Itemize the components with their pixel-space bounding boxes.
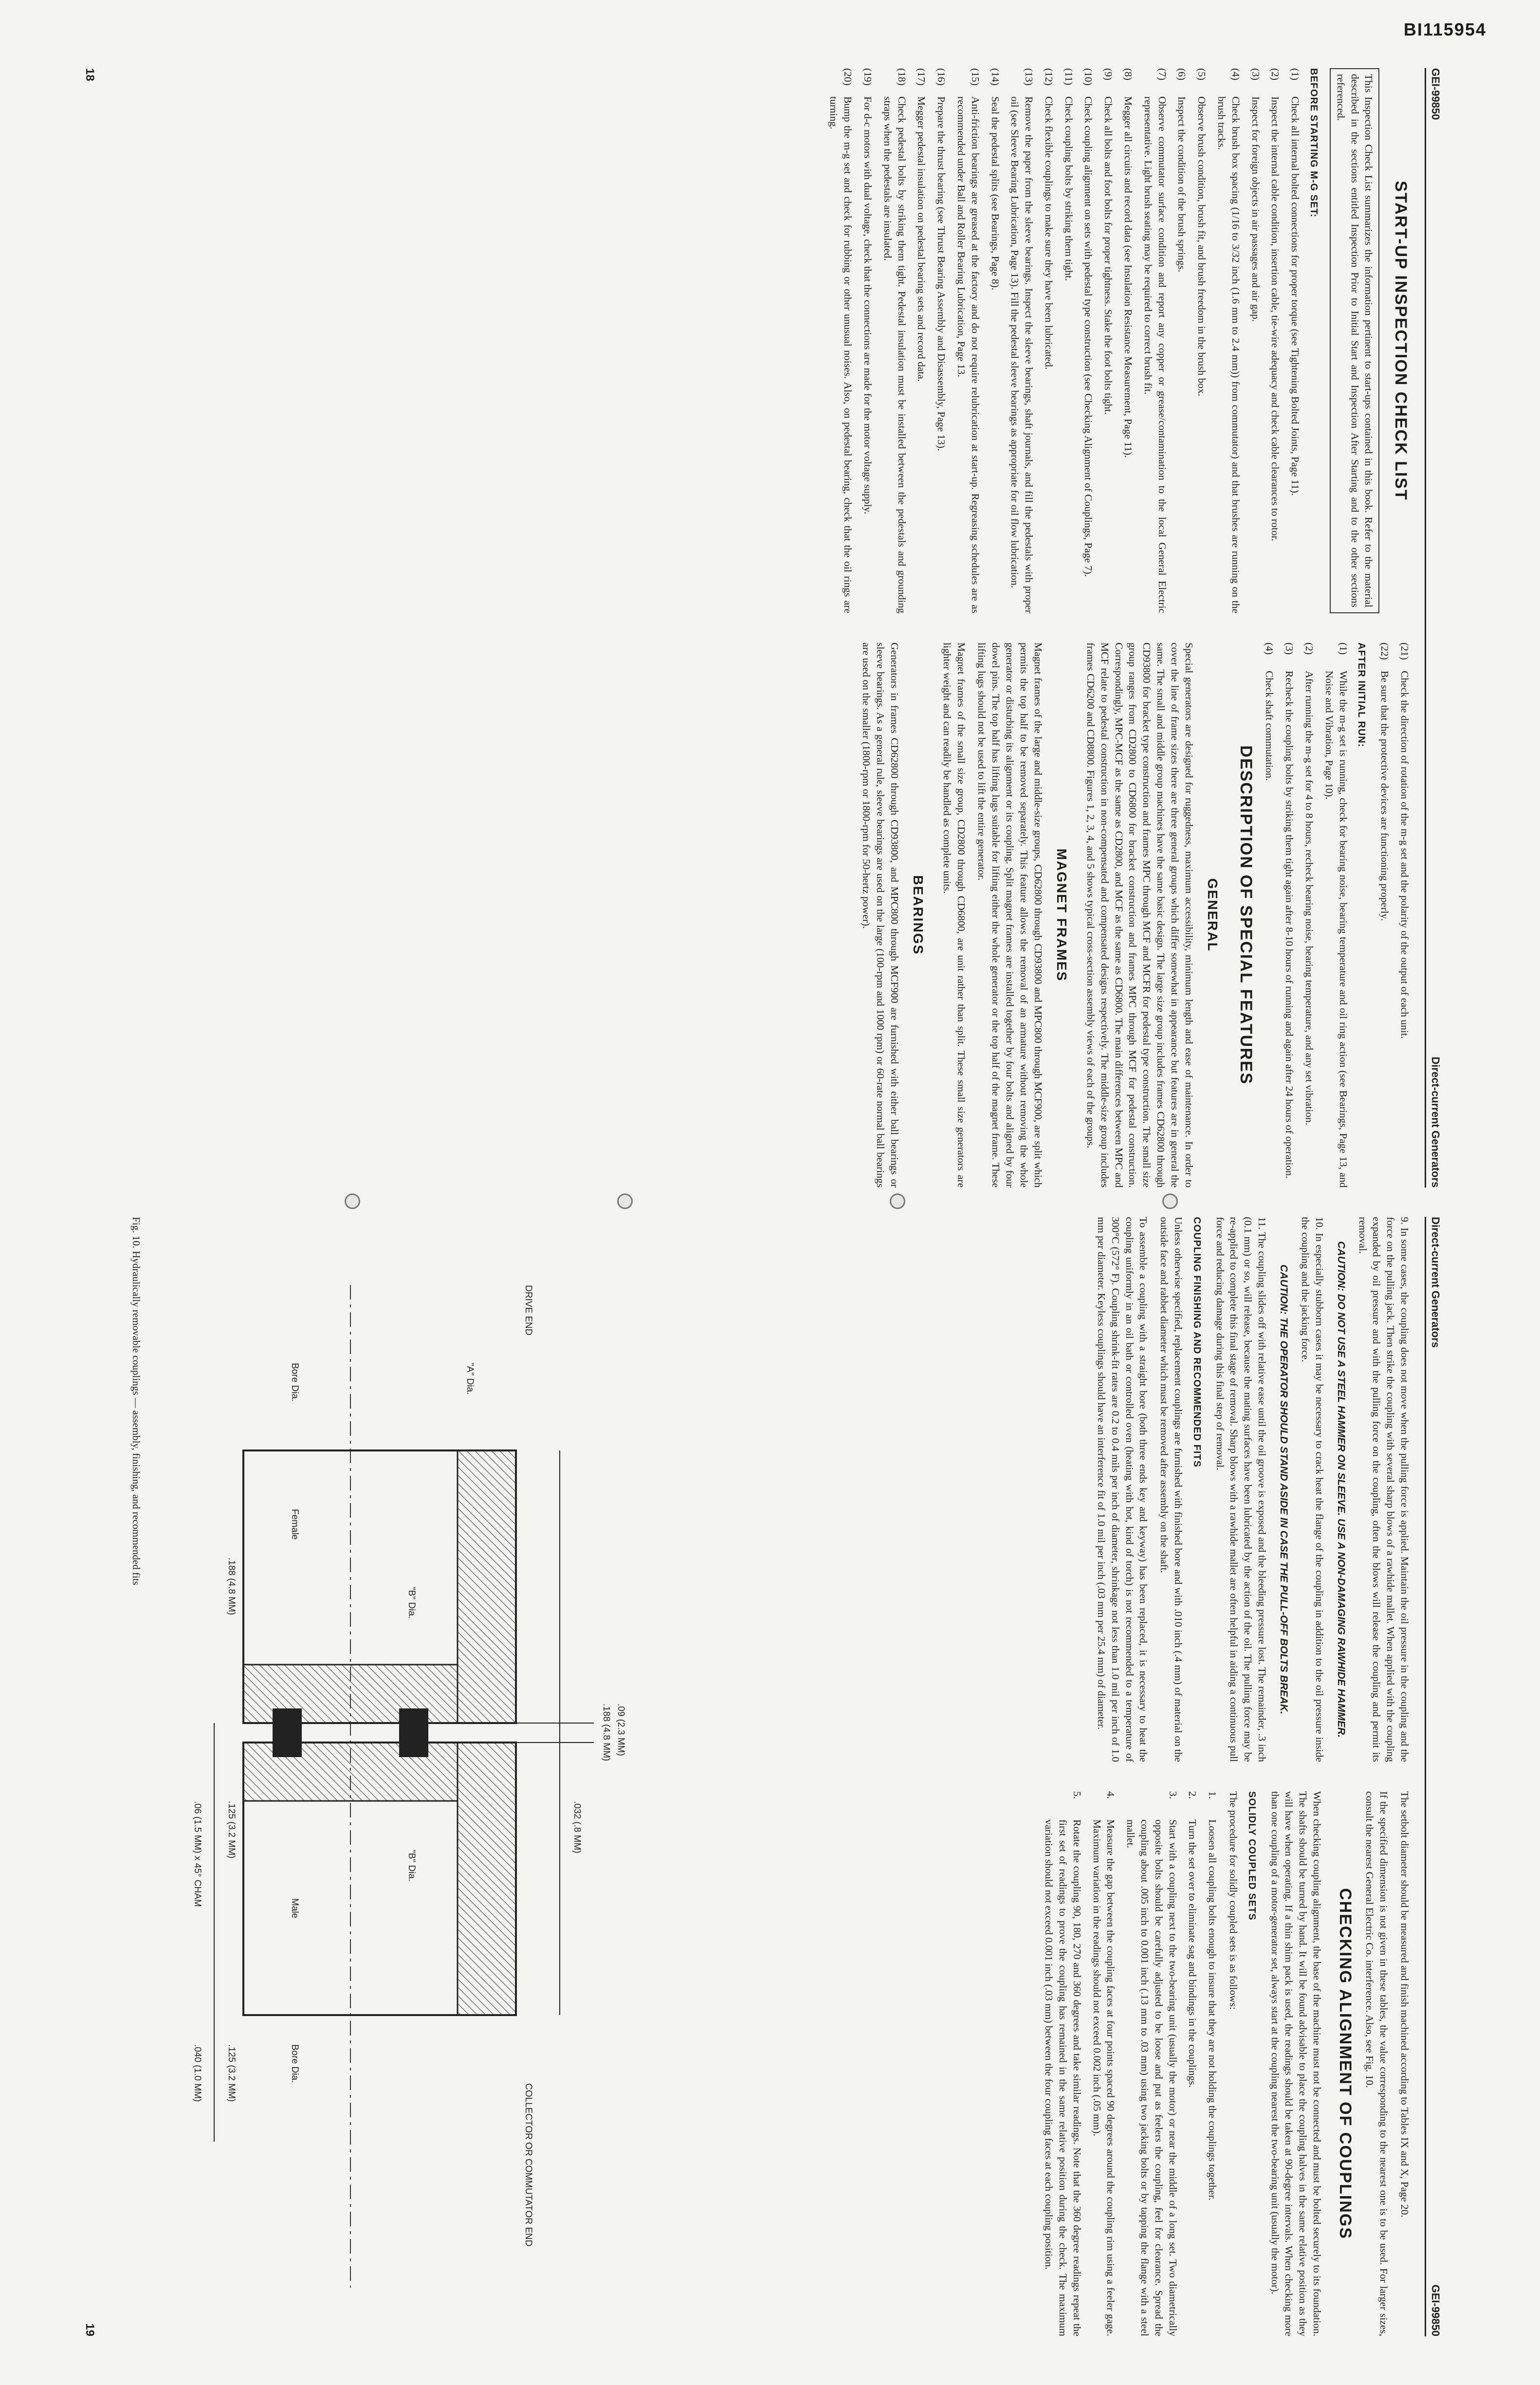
running-head-title: Direct-current Generators — [1430, 1217, 1442, 1348]
figure-caption: Fig. 10. Hydraulically removable couplings — assembly, finishing, and recommended fits — [130, 1217, 142, 1585]
running-head-code: GEI-99850 — [1430, 2284, 1442, 2336]
dimension-label: .125 (3.2 MM) — [226, 1801, 237, 1859]
list-item — [988, 68, 1002, 613]
magnet-frames-paragraph: Magnet frames of the large and middle-size groups, CD62800 through CD93800 and MPC800 through MCF900, are split which permits the top half to be removed separately. This feature allows the removal of an armature without removing the whole generator or disturbing its alignment or its coupling. Split magnet frames are installed together by four bolts and aligned by four dowel pins. The top half has lifting lugs suitable for lifting either the whole generator or the top half of the magnet frame. These lifting lugs should not be used to lift the entire generator. — [976, 642, 1044, 1188]
list-item — [1302, 642, 1316, 1188]
b-dia-label: "B" Dia. — [406, 1587, 417, 1619]
coupling-removal-step-11: 11. The coupling slides off with relative ease until the oil groove is exposed and the bleeding pressure lost. The remainder, .3 inch (0.1 mm) or so, will release, because the mating surfaces have been lubricated by the action of the oil. The pulling force may be re-applied to complete this final stage of removal. Sharp blows with a rawhide mallet are often helpful in aiding a continuous pull force and reducing damage during this final step of removal. — [1214, 1217, 1268, 1762]
document-code: BI115954 — [1403, 19, 1486, 39]
list-item — [880, 68, 909, 613]
item-text: Check coupling bolts by striking them tight. — [1063, 96, 1075, 281]
item-text: Bump the m-g set and check for rubbing or other unusual noises. Also, on pedestal bearing, check that the oil rings are turning. — [828, 96, 854, 613]
item-text: Anti-friction bearings are greased at the factory and do not require relubrication at start-up. Regreasing schedules are as recommended under Ball and Roller Bearing Lubrication, Page 13. — [955, 96, 981, 613]
item-text: Check brush box spacing (1/16 to 3/32 inch (1.6 mm to 2.4 mm)) from commutator) and that brushes are running on the brush tracks. — [1216, 96, 1242, 613]
item-text: Check all internal bolted connections for proper torque (see Tightening Bolted Joints, Page 11). — [1289, 96, 1302, 496]
page-19 — [78, 1217, 1450, 2336]
running-head — [1425, 68, 1450, 1188]
item-text: Inspect the condition of the brush springs. — [1176, 96, 1188, 273]
item-text: Megger all circuits and record data (see Insulation Resistance Measurement, Page 11). — [1122, 96, 1135, 458]
list-item — [861, 68, 875, 613]
item-text: Check all bolts and foot bolts for proper tightness. Stake the foot bolts tight. — [1102, 96, 1115, 415]
list-item — [1268, 68, 1283, 613]
binding-hole — [890, 1193, 905, 1209]
bearings-paragraph: Generators in frames CD62800 through CD93800, and MPC800 through MCF900 are furnished with either ball bearings or sleeve bearings. As a general rule, sleeve bearings are used on the large (100-rpm and 1000 rpm) or 60-rate normal ball bearings are used on the smaller (1800-rpm or 1800-rpm for 50-hertz power). — [860, 642, 900, 1188]
page-18-columns — [117, 68, 1412, 1188]
dimension-label: .188 (4.8 MM) — [601, 1704, 611, 1761]
item-number: (16) — [935, 68, 948, 86]
item-number: (4) — [1229, 68, 1242, 81]
drive-end-label: DRIVE END — [523, 1285, 533, 1336]
list-item — [1288, 68, 1302, 613]
item-number: (10) — [1082, 68, 1095, 86]
list-item — [1377, 642, 1392, 1188]
item-number: (3) — [1249, 68, 1262, 81]
solidly-coupled-heading: SOLIDLY COUPLED SETS — [1246, 1791, 1257, 1921]
item-number: (3) — [1283, 642, 1296, 655]
item-number: (6) — [1176, 68, 1188, 81]
solidly-coupled-intro: The procedure for solidly coupled sets is as follows: — [1228, 1791, 1240, 2010]
running-head — [1425, 1217, 1450, 2336]
caution-note: CAUTION: DO NOT USE A STEEL HAMMER ON SLEEVE. USE A NON-DAMAGING RAWHIDE HAMMER. — [1335, 1241, 1347, 1738]
coupling-fits-heading: COUPLING FINISHING AND RECOMMENDED FITS — [1191, 1217, 1202, 1468]
list-item — [1248, 68, 1263, 613]
alignment-title: CHECKING ALIGNMENT OF COUPLINGS — [1336, 1888, 1355, 2239]
list-item — [827, 68, 855, 613]
item-number: (19) — [862, 68, 874, 86]
list-item — [1042, 68, 1056, 613]
coupling-bolt — [399, 1708, 428, 1757]
item-number: (5) — [1196, 68, 1208, 81]
item-number: (13) — [1023, 68, 1035, 86]
a-dia-label: "A" Dia. — [465, 1363, 475, 1395]
coupling-diagram — [146, 1217, 720, 2336]
item-text: Measure the gap between the coupling faces at four points spaced 90 degrees around the coupling rim using a feeler gage. Maximum variation in the readings should not exceed 0.002 inch (.05 mm). — [1091, 1819, 1117, 2336]
general-paragraph: Special generators are designed for ruggedness, maximum accessibility, minimum length and ease of maintenance. In order to cover the line of frame sizes there are three general groups which differ somewhat in appearance but features are in general the same. The small and middle group machines have the same basic design. The large size group includes frames CD62800 through CD93800 for bracket type construction and frames MPC through MCF and MCFR for pedestal type construction. The small size group ranges from CD2800 to CD6800 for bracket construction and frames MPC through MCF for pedestal construction. Correspondingly, MPC-MCF as the same as CD2800, and MCF as the same as CD6800. The main differences between MPC and MCF relate to pedestal construction in non-compensated and compensated designs respectively. The middle-size group includes frames CD6200 and CD8800. Figures 1, 2, 3, 4, and 5 shows typical cross-section assembly views of each of the groups. — [1084, 642, 1195, 1188]
list-item — [1008, 68, 1036, 613]
coupling-bolt — [273, 1708, 302, 1757]
item-number: 4. — [1105, 1791, 1117, 1799]
coupling-removal-step-9: 9. In some cases, the coupling does not move when the pulling force is applied. Maintain the oil pressure in the coupling and the force on the pulling jack. Then strike the coupling with several sharp blows of a rawhide mallet. When applied with the coupling expanded by oil pressure and with the pulling force on the coupling, often the blows will release the coupling and permit its removal. — [1357, 1217, 1411, 1762]
male-label: Male — [290, 1898, 300, 1919]
list-item — [915, 68, 929, 613]
female-label: Female — [290, 1509, 300, 1540]
dimension-label: .125 (3.2 MM) — [226, 2044, 237, 2102]
list-item — [1124, 1791, 1180, 2336]
collector-end-label: COLLECTOR OR COMMUTATOR END — [523, 2083, 533, 2247]
item-text: Check the direction of rotation of the m-g set and the polarity of the output of each unit. — [1399, 671, 1411, 1039]
list-item — [1121, 68, 1135, 613]
item-number: (7) — [1156, 68, 1168, 81]
caution-note: CAUTION: THE OPERATOR SHOULD STAND ASIDE IN CASE THE PULL-OFF BOLTS BREAK. — [1278, 1265, 1290, 1714]
before-starting-list-continued — [1377, 642, 1412, 1188]
item-text: Check coupling alignment on sets with pedestal type construction (see Checking Alignment of Couplings, Page 7). — [1082, 96, 1095, 577]
item-text: Check flexible couplings to make sure they have been lubricated. — [1043, 96, 1055, 370]
alignment-paragraph: When checking coupling alignment, the base of the machine must not be connected and must be bolted securely to its foundation. The shafts should be turned by hand. It will be found advisable to place the coupling halves in the same relative position as they will have when operating. If a thin shim pack is used, the readings should be taken at 90-degree intervals. When checking more than one coupling of a motor-generator set, always start at the coupling nearest the two-bearing unit (usually the motor). — [1269, 1791, 1323, 2336]
item-number: (2) — [1303, 642, 1316, 655]
coupling-fits-paragraph-2: To assemble a coupling with a straight bore (both three ends key and keyway) has been replaced, it is necessary to heat the coupling uniformly in an oil bath or controlled oven (heating with hot, kind of torch) is not recommended to a temperature of 300°C (572° F). Coupling shrink-fit rates are 0.2 to 0.4 mils per inch of diameter, shrinkage not less than 1.0 mil per inch of 1.0 mm per diameter. Keyless couplings should have an interference fit of 1.0 mil per inch (.03 mm per 25.4 mm) of diameter. — [1096, 1217, 1150, 1762]
binding-holes — [78, 1183, 1450, 1217]
item-number: 3. — [1167, 1791, 1179, 1799]
item-number: (14) — [989, 68, 1001, 86]
item-text: Prepare the thrust bearing (see Thrust Bearing Assembly and Disassembly, Page 13). — [935, 96, 948, 451]
item-number: (15) — [969, 68, 981, 86]
running-head-code: GEI-99850 — [1430, 68, 1442, 120]
list-item — [954, 68, 982, 613]
running-head-title: Direct-current Generators — [1430, 1057, 1442, 1188]
item-number: (1) — [1337, 642, 1349, 655]
item-number: (4) — [1264, 642, 1276, 655]
after-initial-run-list — [1263, 642, 1350, 1188]
item-text: Observe brush condition, brush fit, and brush freedom in the brush box. — [1196, 96, 1208, 397]
item-number: 1. — [1207, 1791, 1219, 1799]
item-number: (18) — [896, 68, 908, 86]
b-dia-label-2: "B" Dia. — [406, 1850, 417, 1882]
item-text: Loosen all coupling bolts enough to insure that they are not holding the couplings together. — [1207, 1819, 1219, 2201]
item-text: For d-c motors with dual voltage, check that the connections are made for the motor voltage supply. — [862, 96, 874, 514]
list-item — [1205, 1791, 1219, 2336]
list-item — [1042, 1791, 1084, 2336]
item-text: Recheck the coupling bolts by striking them tight again after 8-10 hours of running and again after 24 hours of operation. — [1283, 671, 1296, 1179]
list-item — [1194, 68, 1209, 613]
item-text: Rotate the coupling 90, 180, 270 and 360 degrees and take similar readings. Note that the 360 degree readings repeat the first set of readings to prove the coupling has remained in the same relative position during the check. The maximum variation should not exceed 0.001 inch (.03 mm) between the four coupling faces at each coupling position. — [1043, 1819, 1083, 2336]
list-item — [1186, 1791, 1200, 2336]
general-heading: GENERAL — [1205, 878, 1221, 952]
coupling-removal-step-10: 10. In especially stubborn cases it may be necessary to crack heat the flange of the coupling in addition to the oil pressure inside the coupling and the jacking force. — [1299, 1217, 1325, 1762]
magnet-frames-heading: MAGNET FRAMES — [1054, 848, 1070, 982]
item-number: (21) — [1399, 642, 1411, 660]
after-initial-run-heading: AFTER INITIAL RUN: — [1356, 642, 1367, 748]
item-text: Turn the set over to eliminate sag and bindings in the couplings. — [1187, 1819, 1199, 2088]
item-number: 2. — [1187, 1791, 1199, 1799]
item-text: Start with a coupling next to the two-bearing unit (usually the motor) or near the middle of a long set. Two diametrically opposite bolts should be carefully adjusted to be loose and put as feelers the coupling, feel for clearance. Spread the coupling about .005 inch to 0.001 inch (.13 mm to .03 mm) using two jacking bolts or by tapping the flange with a steel mallet. — [1125, 1819, 1179, 2336]
list-item — [1090, 1791, 1118, 2336]
list-item — [1214, 68, 1243, 613]
item-number: (12) — [1043, 68, 1055, 86]
item-number: (11) — [1063, 68, 1075, 86]
list-item — [1062, 68, 1076, 613]
bore-dia-label-2: Bore Dia. — [290, 2044, 300, 2083]
coupling-fits-paragraph: Unless otherwise specified, replacement couplings are furnished with finished bore and with .010 inch (.4 mm) of material on the outside face and rabbet diameter which must be removed after assembly on the shaft. — [1158, 1217, 1184, 1762]
item-number: (2) — [1269, 68, 1282, 81]
special-features-title: DESCRIPTION OF SPECIAL FEATURES — [1236, 745, 1255, 1085]
page-number: 19 — [83, 2323, 96, 2336]
item-number: (8) — [1122, 68, 1135, 81]
item-text: Remove the paper from the sleeve bearings. Inspect the sleeve bearings, shaft journals, and fill the pedestals with proper oil (see Sleeve Bearing Lubrication, Page 13). Fill the pedestal sleeve bearings as appropriate for oil flow lubrication. — [1009, 96, 1035, 613]
item-text: Check shaft commutation. — [1264, 671, 1276, 781]
dimension-label: .032 (.8 MM) — [572, 1801, 582, 1853]
binding-hole — [1162, 1193, 1178, 1209]
column-1 — [117, 68, 1412, 613]
item-text: Megger pedestal insulation on pedestal bearing sets and record data. — [916, 96, 928, 382]
list-item — [1175, 68, 1189, 613]
item-text: While the m-g set is running, check for bearing noise, bearing temperature and oil ring action (see Bearings, Page 13, and Noise and Vibration, Page 10). — [1323, 671, 1349, 1188]
item-text: Be sure that the protective devices are functioning properly. — [1379, 671, 1391, 921]
rotated-spread — [78, 68, 1450, 2336]
list-item — [1141, 68, 1169, 613]
list-item — [1282, 642, 1296, 1188]
item-number: (1) — [1289, 68, 1302, 81]
item-number: (20) — [842, 68, 854, 86]
bore-dia-label: Bore Dia. — [290, 1363, 300, 1402]
setbolt-paragraph-2: If the specified dimension is not given in these tables, the value corresponding to the nearest one is to be used. For larger sizes, consult the nearest General Electric Co. interference. Also, see Fig. 10. — [1364, 1791, 1390, 2336]
item-text: Check pedestal bolts by striking them tight. Pedestal insulation must be installed between the pedestals and grounding straps when the pedestals are insulated. — [881, 96, 908, 613]
checklist-title: START-UP INSPECTION CHECK LIST — [1392, 181, 1410, 501]
list-item — [1082, 68, 1096, 613]
item-number: (9) — [1102, 68, 1115, 81]
dimension-label: .188 (4.8 MM) — [226, 1558, 237, 1615]
column-2 — [117, 642, 1412, 1188]
item-text: After running the m-g set for 4 to 8 hours, recheck bearing noise, bearing temperature, and any set vibration. — [1303, 671, 1316, 1125]
item-text: Inspect for foreign objects in air passages and air gap. — [1249, 96, 1262, 322]
page-number: 18 — [83, 68, 96, 81]
item-text: Observe commutator surface condition and report any copper or grease/contamination to the local General Electric representative. Light brush seating may be required to correct brush fit. — [1142, 96, 1168, 613]
list-item — [1322, 642, 1350, 1188]
list-item — [934, 68, 948, 613]
list-item — [1263, 642, 1277, 1188]
item-number: 5. — [1071, 1791, 1083, 1799]
bearings-heading: BEARINGS — [911, 875, 926, 955]
item-number: (22) — [1379, 642, 1391, 660]
list-item — [1397, 642, 1412, 1188]
dimension-label: .06 (1.5 MM) x 45° CHAM — [192, 1801, 202, 1907]
dimension-label: .09 (2.3 MM) — [616, 1704, 626, 1756]
female-hub-section — [458, 1450, 516, 1723]
before-starting-list — [827, 68, 1302, 613]
page-18 — [78, 68, 1450, 1188]
item-text: Inspect the internal cable condition, insertion cable, tie-wire adequacy and check cable clearances to rotor. — [1269, 96, 1282, 541]
binding-hole — [617, 1193, 633, 1209]
solidly-coupled-list — [1042, 1791, 1220, 2336]
magnet-frames-paragraph-2: Magnet frames of the small size group, CD2800 through CD6800, are unit rather than split. These small size generators are lighter weight and can readily be handled as complete units. — [941, 642, 967, 1188]
item-number: (17) — [916, 68, 928, 86]
checklist-intro: This Inspection Check List summarizes the information pertinent to start-ups contained in this book. Refer to the material described in the sections entitled Inspection Prior to Initial Start and Inspection After Starting and to the other sections referenced. — [1330, 68, 1379, 613]
before-starting-heading: BEFORE STARTING M-G SET: — [1308, 68, 1320, 218]
item-text: Seal the pedestal splits (see Bearings, Page 8). — [989, 96, 1001, 291]
male-hub-section — [458, 1743, 516, 2015]
list-item — [1101, 68, 1116, 613]
dimension-label: .040 (1.0 MM) — [192, 2044, 202, 2102]
setbolt-paragraph: The setbolt diameter should be measured and finish machined according to Tables IX and X, Page 20. — [1399, 1791, 1411, 2218]
binding-hole — [345, 1193, 360, 1209]
